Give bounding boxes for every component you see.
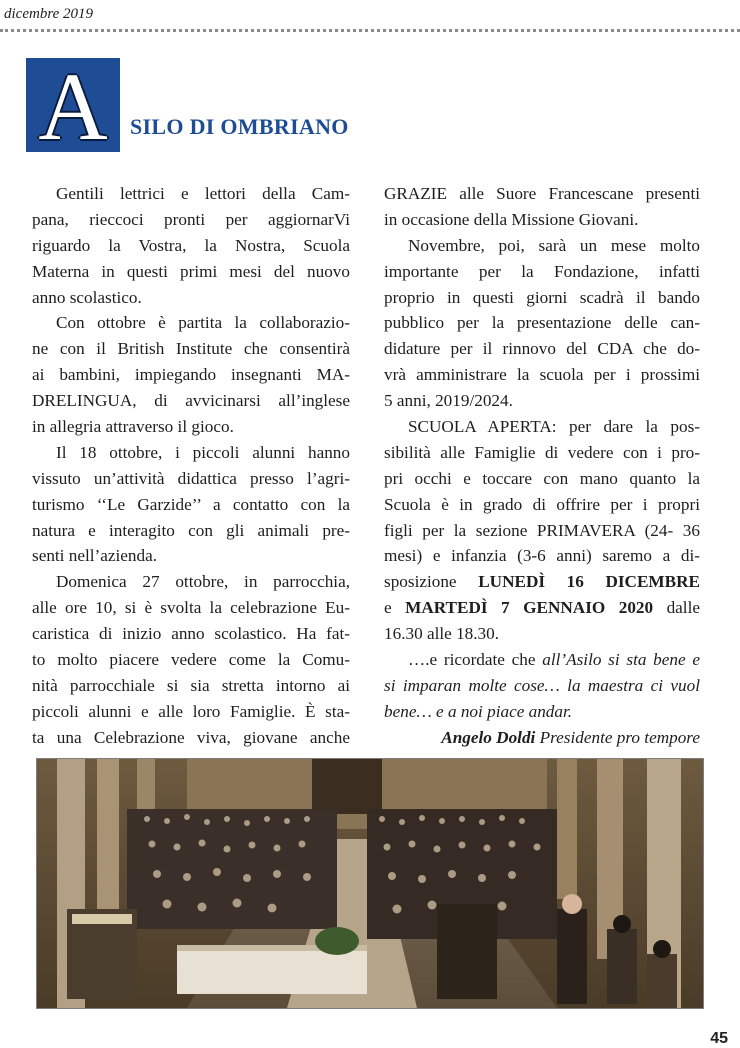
quote-line: si imparan molte cose… la maestra ci vuol xyxy=(384,675,700,695)
right-column xyxy=(384,181,700,751)
text-line: pri occhi e toccare con mano quanto la xyxy=(384,468,700,488)
text-line: nità parrocchiale si sia stretta intorno ai xyxy=(32,675,350,695)
text-line xyxy=(384,569,700,595)
quote-fragment: all’Asilo si sta bene e xyxy=(542,650,700,670)
title-dropcap-box xyxy=(26,53,120,160)
text-fragment: e xyxy=(384,598,406,618)
header-divider xyxy=(0,29,740,32)
text-line: Novembre, poi, sarà un mese molto xyxy=(408,235,700,255)
signature-name: Angelo Doldi xyxy=(441,727,536,747)
text-line: pana, rieccoci pronti per aggiornarVi xyxy=(32,209,350,229)
text-line: ta una Celebrazione viva, giovane anche xyxy=(32,727,350,747)
text-line: to molto piacere vedere come la Comu- xyxy=(32,650,350,670)
text-fragment: sposizione xyxy=(384,572,479,592)
left-column xyxy=(32,181,350,751)
signature-role: Presidente pro tempore xyxy=(539,727,700,747)
text-line: vrà amministrare la scuola per i prossimi xyxy=(384,365,700,385)
header-date: dicembre 2019 xyxy=(4,6,94,22)
text-line: GRAZIE alle Suore Francescane presenti xyxy=(384,184,700,203)
text-line: Gentili lettrici e lettori della Cam- xyxy=(56,184,350,203)
event-date-1: LUNEDÌ 16 DICEMBRE xyxy=(478,572,700,592)
text-line: vissuto un’attività didattica presso l’agri- xyxy=(32,468,350,488)
text-line: importante per la Fondazione, infatti xyxy=(384,261,700,281)
text-line: senti nell’azienda. xyxy=(32,546,158,566)
text-line: Domenica 27 ottobre, in parrocchia, xyxy=(56,572,350,592)
page-number: 45 xyxy=(710,1030,728,1047)
text-line: Scuola è in grado di offrire per i propri xyxy=(384,494,700,514)
text-line: Con ottobre è partita la collaborazio- xyxy=(56,313,350,333)
article-title: SILO DI OMBRIANO xyxy=(130,114,349,139)
event-date-2: MARTEDÌ 7 GENNAIO 2020 xyxy=(405,598,654,618)
text-line: didature per il rinnovo del CDA che do- xyxy=(384,339,700,359)
text-line: SCUOLA APERTA: per dare la pos- xyxy=(408,417,700,437)
text-fragment: ….e ricordate che xyxy=(408,650,543,670)
title-dropcap: A xyxy=(38,53,108,160)
text-line: riguardo la Vostra, la Nostra, Scuola xyxy=(32,235,350,255)
text-line: mesi) e infanzia (3-6 anni) saremo a di- xyxy=(384,546,700,566)
text-line: ai bambini, impiegando insegnanti MA- xyxy=(32,365,350,385)
church-celebration-photo xyxy=(36,758,704,1009)
text-line: caristica di inizio anno scolastico. Ha fat- xyxy=(32,624,350,644)
quote-line: bene… e a noi piace andar. xyxy=(384,701,573,721)
text-line: sibilità alle Famiglie di vedere con i pro- xyxy=(384,442,700,462)
signature xyxy=(384,725,700,751)
text-line: Il 18 ottobre, i piccoli alunni hanno xyxy=(56,442,350,462)
text-line: in allegria attraverso il gioco. xyxy=(32,417,234,437)
text-line: 5 anni, 2019/2024. xyxy=(384,391,513,411)
text-line: proprio in questi giorni scadrà il bando xyxy=(384,287,700,307)
text-line: ne con il British Institute che consentirà xyxy=(32,339,350,359)
text-line: natura e interagito con gli animali pre- xyxy=(32,520,350,540)
photo-illustration xyxy=(37,759,703,1008)
text-fragment: dalle xyxy=(653,598,700,618)
text-line: 16.30 alle 18.30. xyxy=(384,624,500,644)
text-line: in occasione della Missione Giovani. xyxy=(384,209,639,229)
text-line: turismo ‘‘Le Garzide’’ a contatto con la xyxy=(32,494,350,514)
text-line: pubblico per la presentazione delle can- xyxy=(384,313,700,333)
text-line: anno scolastico. xyxy=(32,287,142,307)
text-line: figli per la sezione PRIMAVERA (24- 36 xyxy=(384,520,700,540)
text-line xyxy=(384,647,700,673)
text-line: Materna in questi primi mesi del nuovo xyxy=(32,261,350,281)
text-line: piccoli alunni e alle loro Famiglie. È sta- xyxy=(32,701,350,721)
text-line xyxy=(384,595,700,621)
text-line: DRELINGUA, di avvicinarsi all’inglese xyxy=(32,391,350,411)
text-line: alle ore 10, si è svolta la celebrazione Eu- xyxy=(32,598,350,618)
